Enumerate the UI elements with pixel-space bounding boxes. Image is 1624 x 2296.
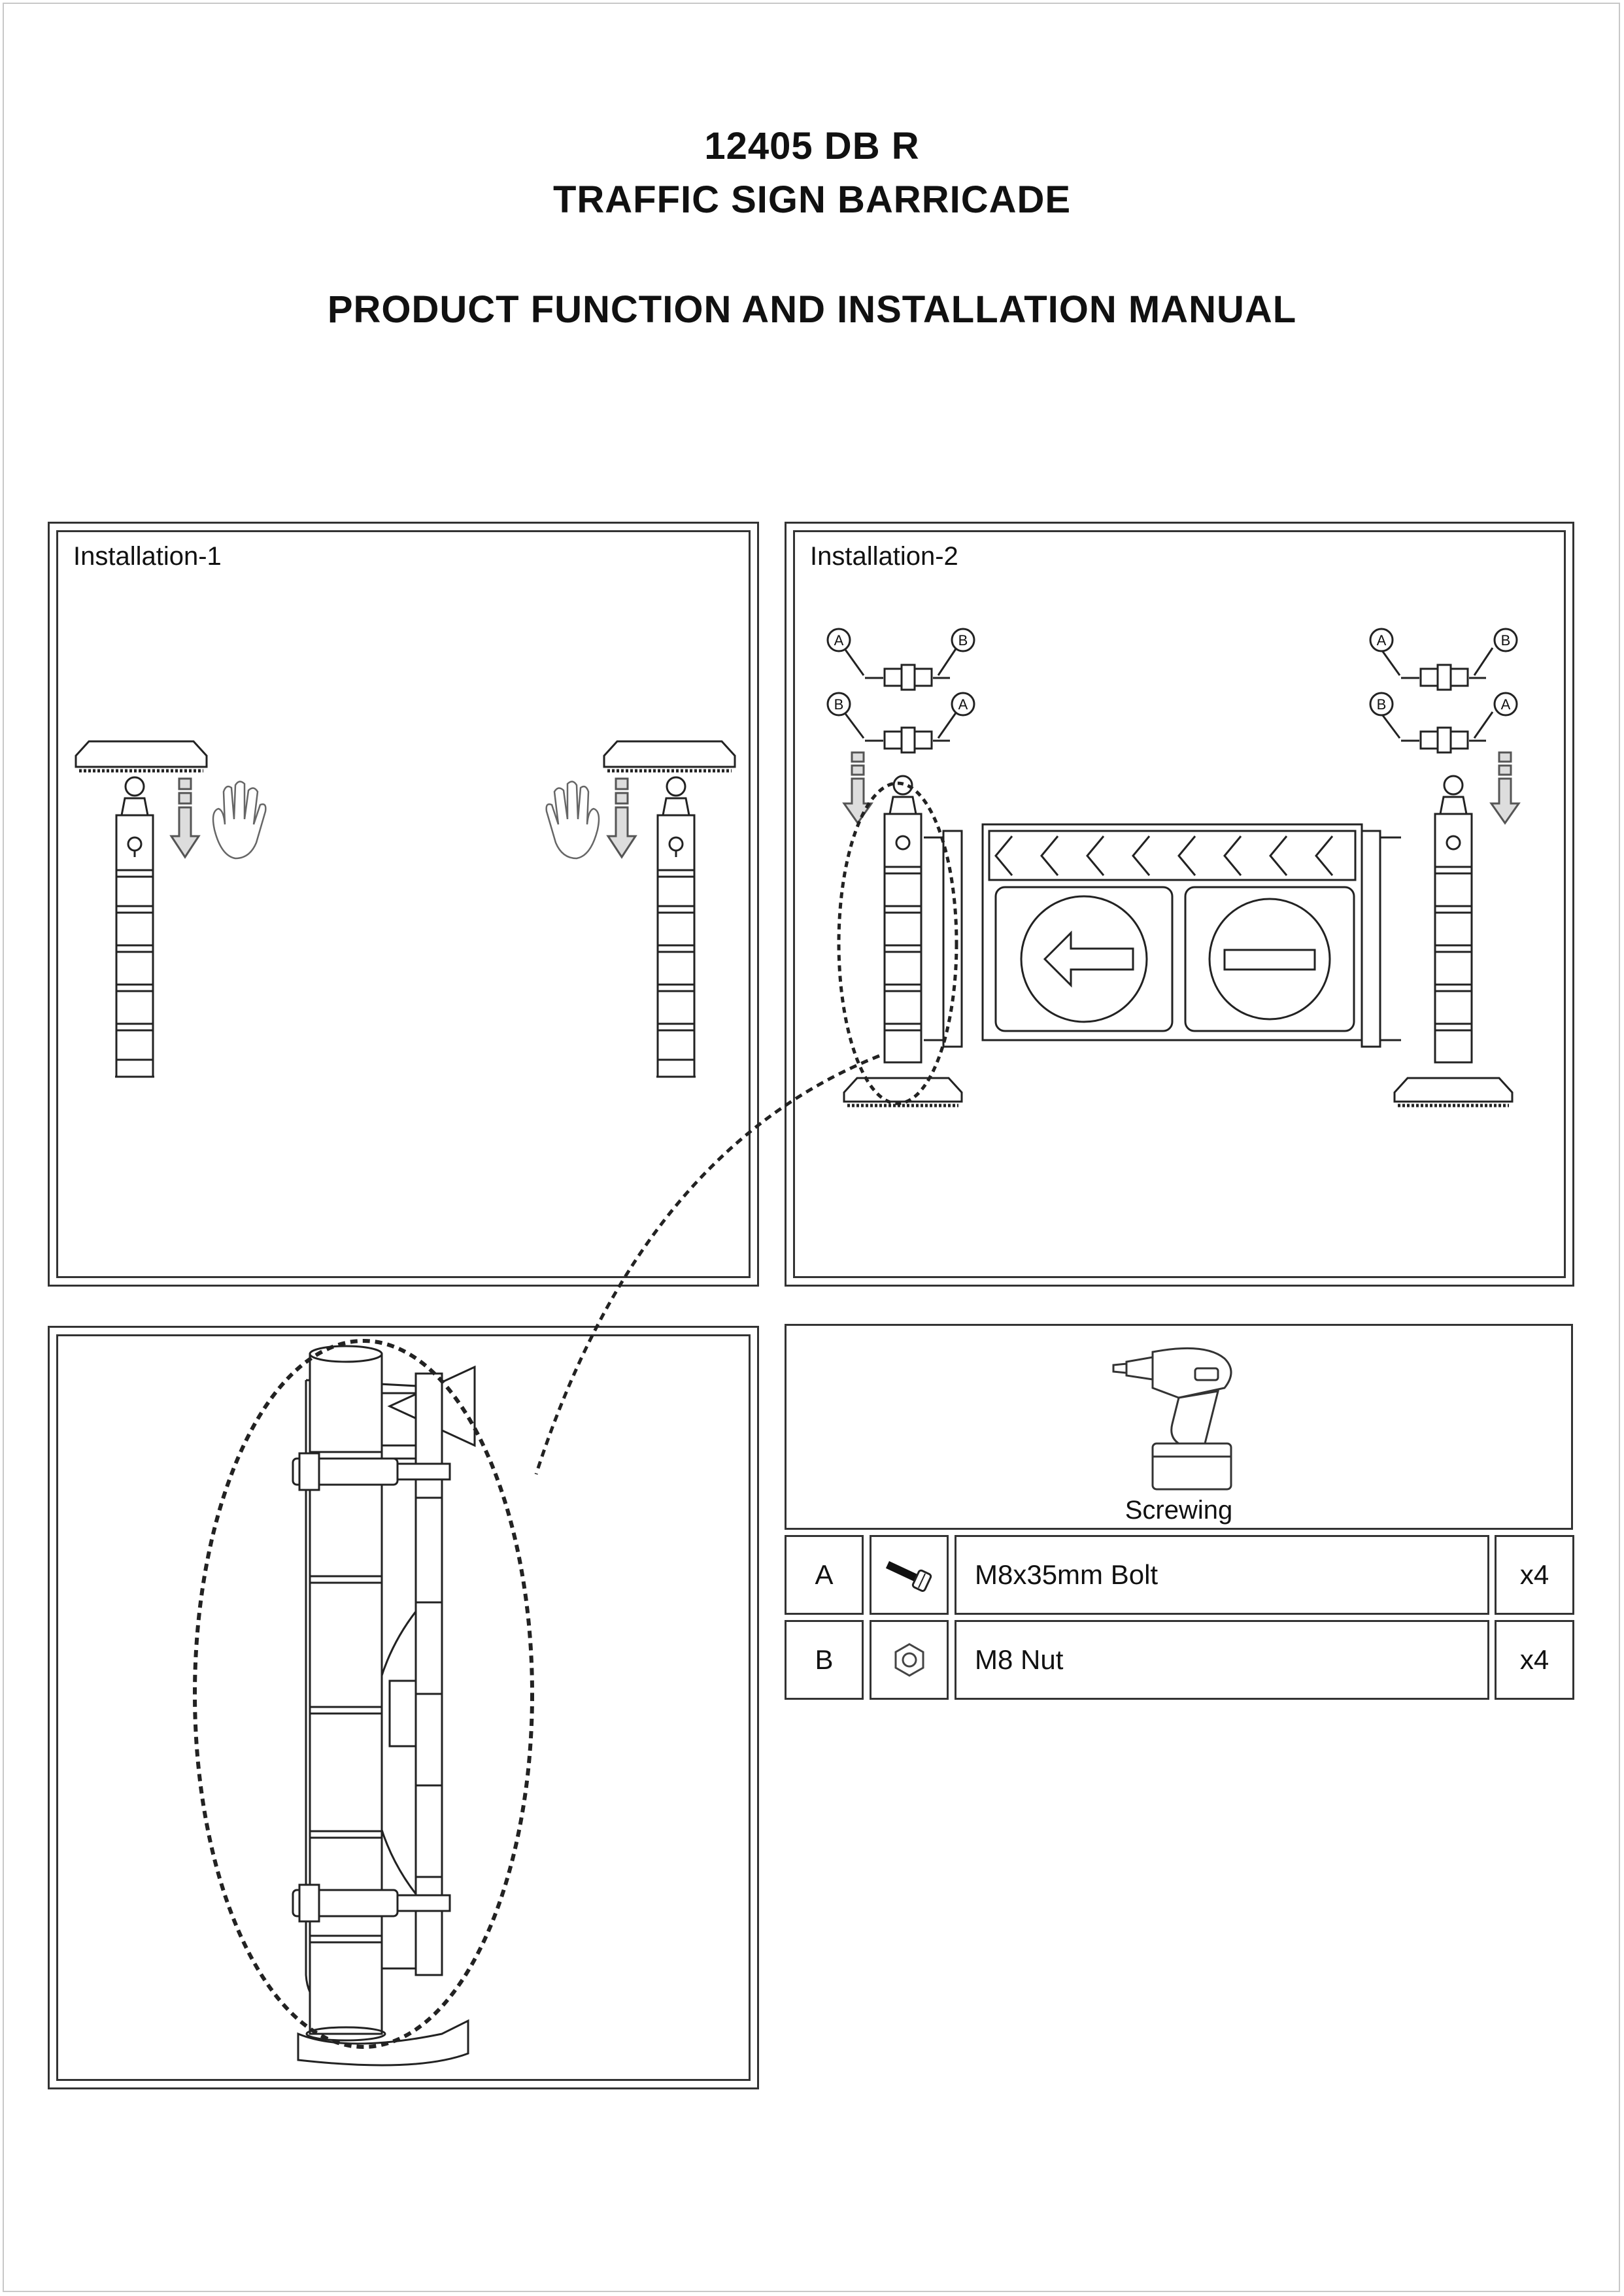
part-a-code: A xyxy=(785,1535,864,1615)
bracket-hardware-left-top xyxy=(844,648,956,690)
post-right xyxy=(656,777,696,1077)
detail-zoom-panel xyxy=(48,1326,759,2089)
part-b-code: B xyxy=(785,1620,864,1700)
down-arrow-left xyxy=(171,779,199,857)
callout-label-3: B xyxy=(834,696,844,713)
part-a-description: M8x35mm Bolt xyxy=(955,1535,1489,1615)
tool-label: Screwing xyxy=(1125,1496,1233,1525)
model-number: 12405 DB R xyxy=(704,125,920,167)
part-a-quantity: x4 xyxy=(1495,1535,1574,1615)
base-cap-left xyxy=(76,741,207,771)
down-arrows xyxy=(844,752,1519,823)
bracket-hardware-right-bottom xyxy=(1380,712,1493,752)
callout-label-5: A xyxy=(1376,632,1387,649)
callout-label-2: B xyxy=(958,632,968,649)
product-name: TRAFFIC SIGN BARRICADE xyxy=(552,178,1072,221)
base-cap-right xyxy=(604,741,735,771)
part-b-quantity: x4 xyxy=(1495,1620,1574,1700)
bracket-hardware-right-top xyxy=(1380,648,1493,690)
hand-icon-left xyxy=(213,781,265,858)
installation-2-illustration xyxy=(787,524,1576,1289)
installation-2-panel xyxy=(785,522,1574,1287)
bolt-icon xyxy=(880,1555,939,1595)
part-b-icon-cell xyxy=(870,1620,949,1700)
callout-label-6: B xyxy=(1500,632,1511,649)
detail-zoom-illustration xyxy=(50,1328,761,2091)
callout-label-1: A xyxy=(834,632,844,649)
installation-1-panel xyxy=(48,522,759,1287)
down-arrow-right xyxy=(608,779,635,857)
installation-1-illustration xyxy=(50,524,761,1289)
tool-box xyxy=(785,1324,1573,1530)
installation-1-label: Installation-1 xyxy=(73,542,222,571)
post-left xyxy=(115,777,154,1077)
installation-2-label: Installation-2 xyxy=(810,542,958,571)
part-a-icon-cell xyxy=(870,1535,949,1615)
manual-title: PRODUCT FUNCTION AND INSTALLATION MANUAL xyxy=(327,288,1297,331)
hand-icon-right xyxy=(547,781,599,858)
callout-label-7: B xyxy=(1376,696,1387,713)
bracket-hardware-left-bottom xyxy=(844,712,956,752)
part-b-description: M8 Nut xyxy=(955,1620,1489,1700)
nut-icon xyxy=(890,1640,929,1680)
sign-barricade-panel xyxy=(924,824,1401,1047)
callout-label-4: A xyxy=(958,696,968,713)
post-with-base-right xyxy=(1395,776,1512,1106)
callout-label-8: A xyxy=(1500,696,1511,713)
